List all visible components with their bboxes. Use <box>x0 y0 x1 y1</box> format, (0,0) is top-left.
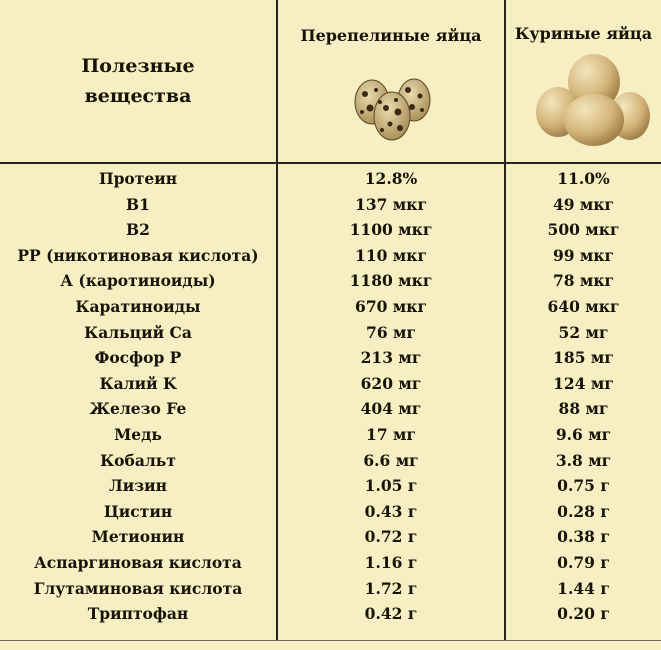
nutrient-name: А (каротиноиды) <box>60 271 216 291</box>
chicken-value: 88 мг <box>558 399 609 419</box>
nutrient-name: B1 <box>126 194 150 214</box>
nutrient-name: Глутаминовая кислота <box>33 578 243 598</box>
nutrient-name: Фосфор P <box>94 348 182 368</box>
chicken-value: 0.79 г <box>557 553 610 572</box>
bottom-border <box>0 640 661 641</box>
nutrient-name: Каратиноиды <box>75 297 201 316</box>
table-row <box>0 166 661 191</box>
header-chicken <box>506 0 661 162</box>
table-row <box>0 192 661 217</box>
table-row <box>0 601 661 626</box>
nutrient-name: Протеин <box>98 169 178 188</box>
header-nutrients <box>0 0 276 162</box>
nutrient-name: Кобальт <box>100 450 176 470</box>
chicken-value: 0.38 г <box>557 527 610 547</box>
quail-value: 0.72 г <box>364 527 418 547</box>
table-row <box>0 294 661 319</box>
nutrient-name: Триптофан <box>87 604 189 624</box>
quail-eggs-icon <box>350 72 440 144</box>
header-quail <box>278 0 504 162</box>
table-row <box>0 345 661 370</box>
quail-value: 620 мг <box>360 373 422 393</box>
quail-value: 1180 мкг <box>349 271 433 291</box>
table-row <box>0 448 661 473</box>
nutrient-name: Лизин <box>109 476 167 496</box>
quail-value: 213 мг <box>360 348 422 368</box>
nutrient-name: PP (никотиновая кислота) <box>17 245 259 265</box>
table-row <box>0 524 661 549</box>
nutrient-name: B2 <box>126 220 150 240</box>
quail-value: 6.6 мг <box>363 450 419 470</box>
quail-value: 0.43 г <box>364 501 418 521</box>
nutrient-name: Цистин <box>103 501 173 521</box>
table-row <box>0 243 661 268</box>
nutrient-name: Медь <box>114 425 162 444</box>
table-row <box>0 422 661 447</box>
quail-value: 404 мг <box>360 399 422 419</box>
table-row <box>0 396 661 421</box>
chicken-value: 3.8 мг <box>555 450 612 470</box>
quail-value: 0.42 г <box>364 604 418 624</box>
chicken-value: 11.0% <box>557 169 610 188</box>
quail-value: 1.05 г <box>364 476 418 496</box>
table-row <box>0 499 661 524</box>
header-divider <box>0 162 661 164</box>
chicken-value: 0.20 г <box>557 604 610 624</box>
quail-value: 137 мкг <box>355 194 427 214</box>
table-row <box>0 371 661 396</box>
quail-value: 17 мг <box>366 425 416 444</box>
quail-value: 670 мкг <box>355 297 427 316</box>
chicken-value: 640 мкг <box>547 297 620 316</box>
quail-value: 1100 мкг <box>349 220 433 240</box>
chicken-value: 78 мкг <box>552 271 615 291</box>
header-chicken-title: Куриные яйца <box>514 24 653 43</box>
table-row <box>0 576 661 601</box>
header-nutrients-line2: вещества <box>84 85 192 107</box>
header-nutrients-line1: Полезные <box>81 55 195 77</box>
nutrient-name: Калий K <box>99 373 177 393</box>
chicken-value: 99 мкг <box>552 245 615 265</box>
chicken-value: 0.75 г <box>557 476 610 496</box>
chicken-value: 124 мг <box>553 373 614 393</box>
quail-value: 12.8% <box>364 169 418 188</box>
table-row <box>0 550 661 575</box>
chicken-value: 52 мг <box>558 322 609 342</box>
chicken-value: 9.6 мг <box>555 425 612 444</box>
chicken-value: 49 мкг <box>552 194 615 214</box>
table-row <box>0 473 661 498</box>
quail-value: 1.72 г <box>364 578 418 598</box>
quail-value: 1.16 г <box>364 553 418 572</box>
table-row <box>0 268 661 293</box>
chicken-value: 185 мг <box>553 348 614 368</box>
quail-value: 76 мг <box>366 322 416 342</box>
table-row <box>0 320 661 345</box>
quail-value: 110 мкг <box>355 245 427 265</box>
nutrient-name: Железо Fe <box>89 399 187 419</box>
chicken-eggs-icon <box>534 50 650 148</box>
table-row <box>0 217 661 242</box>
chicken-value: 1.44 г <box>557 578 610 598</box>
chicken-value: 0.28 г <box>557 501 610 521</box>
nutrient-name: Аспаргиновая кислота <box>34 553 242 572</box>
nutrient-name: Метионин <box>91 527 185 547</box>
header-quail-title: Перепелиные яйца <box>300 26 482 45</box>
nutrient-name: Кальций Ca <box>84 322 192 342</box>
chicken-value: 500 мкг <box>547 220 620 240</box>
